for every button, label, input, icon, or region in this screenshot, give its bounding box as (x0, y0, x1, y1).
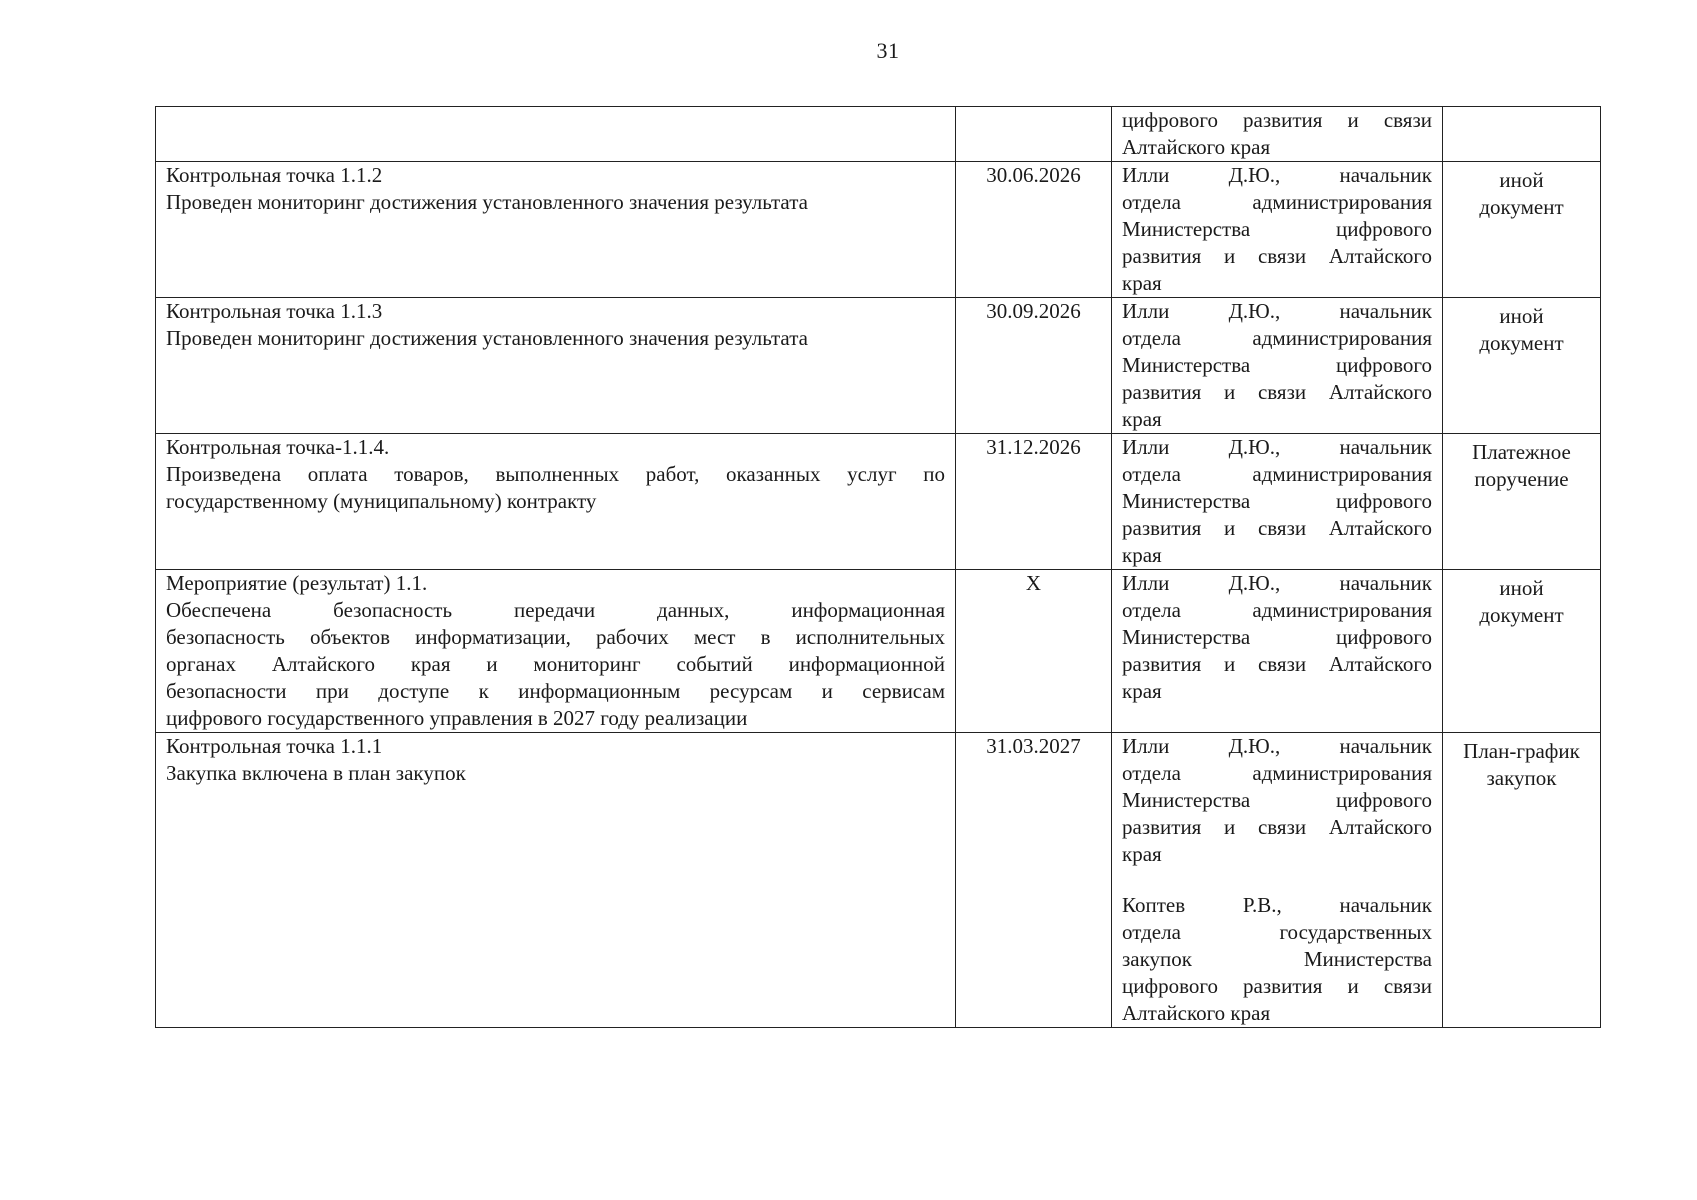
responsible-line: отдела администрирования (1122, 326, 1432, 350)
table-row (156, 570, 1601, 733)
cell-document (1443, 434, 1601, 570)
cell-name (156, 733, 956, 1028)
document-type-line: документ (1479, 603, 1564, 627)
table-row (156, 298, 1601, 434)
responsible-line: Илли Д.Ю., начальник (1122, 435, 1432, 459)
responsible-line: Алтайского края (1122, 135, 1271, 159)
responsible-line: края (1122, 407, 1162, 431)
responsible-line: Илли Д.Ю., начальник (1122, 734, 1432, 758)
table-row (156, 162, 1601, 298)
responsible-line: Министерства цифрового (1122, 788, 1432, 812)
item-title: Контрольная точка-1.1.4. (166, 435, 390, 459)
responsible-line: края (1122, 543, 1162, 567)
cell-date (956, 298, 1112, 434)
item-description-line: безопасности при доступе к информационным ресурсам и сервисам (166, 679, 945, 703)
item-title: Мероприятие (результат) 1.1. (166, 571, 428, 595)
page-number: 31 (876, 38, 900, 63)
document-type-line: документ (1479, 331, 1564, 355)
cell-name (156, 434, 956, 570)
responsible-line: цифрового развития и связи (1122, 974, 1432, 998)
responsible-line: отдела администрирования (1122, 190, 1432, 214)
cell-date (956, 107, 1112, 162)
item-description-line: органах Алтайского края и мониторинг событий информационной (166, 652, 945, 676)
table-row (156, 733, 1601, 1028)
control-points-table (155, 106, 1601, 1028)
document-type-line: закупок (1486, 766, 1557, 790)
cell-document (1443, 162, 1601, 298)
item-description-line: Обеспечена безопасность передачи данных, информационная (166, 598, 945, 622)
responsible-line: Министерства цифрового (1122, 625, 1432, 649)
responsible-line: Министерства цифрового (1122, 217, 1432, 241)
deadline-date: 30.06.2026 (986, 163, 1081, 187)
cell-date (956, 733, 1112, 1028)
item-description-line: Проведен мониторинг достижения установленного значения результата (166, 326, 808, 350)
cell-document (1443, 298, 1601, 434)
cell-responsible (1112, 162, 1443, 298)
cell-responsible (1112, 434, 1443, 570)
cell-responsible (1112, 570, 1443, 733)
responsible-line: отдела администрирования (1122, 462, 1432, 486)
item-description-line: Проведен мониторинг достижения установленного значения результата (166, 190, 808, 214)
responsible-line: Илли Д.Ю., начальник (1122, 163, 1432, 187)
responsible-line: развития и связи Алтайского (1122, 815, 1432, 839)
table-row (156, 107, 1601, 162)
responsible-line: отдела государственных (1122, 920, 1432, 944)
document-type-line: План-график (1463, 739, 1580, 763)
document-type-line: поручение (1474, 467, 1569, 491)
deadline-date: 31.03.2027 (986, 734, 1081, 758)
cell-document (1443, 733, 1601, 1028)
responsible-line: отдела администрирования (1122, 598, 1432, 622)
responsible-line: развития и связи Алтайского (1122, 244, 1432, 268)
cell-name (156, 107, 956, 162)
item-description-line: Произведена оплата товаров, выполненных работ, оказанных услуг по (166, 462, 945, 486)
responsible-line: края (1122, 842, 1162, 866)
item-title: Контрольная точка 1.1.1 (166, 734, 383, 758)
cell-responsible (1112, 107, 1443, 162)
cell-document (1443, 570, 1601, 733)
item-description-line: государственному (муниципальному) контракту (166, 489, 597, 513)
item-title: Контрольная точка 1.1.3 (166, 299, 383, 323)
cell-date (956, 434, 1112, 570)
responsible-line: Министерства цифрового (1122, 353, 1432, 377)
table-row (156, 434, 1601, 570)
responsible-line: отдела администрирования (1122, 761, 1432, 785)
document-type-line: документ (1479, 195, 1564, 219)
document-type-line: иной (1499, 168, 1544, 192)
cell-responsible (1112, 298, 1443, 434)
document-type-line: иной (1499, 304, 1544, 328)
responsible-line: Министерства цифрового (1122, 489, 1432, 513)
responsible-line: Алтайского края (1122, 1001, 1271, 1025)
responsible-line: закупок Министерства (1122, 947, 1432, 971)
cell-date (956, 162, 1112, 298)
item-title: Контрольная точка 1.1.2 (166, 163, 383, 187)
responsible-line: развития и связи Алтайского (1122, 380, 1432, 404)
deadline-date: 30.09.2026 (986, 299, 1081, 323)
document-type-line: иной (1499, 576, 1544, 600)
responsible-line: Коптев Р.В., начальник (1122, 893, 1432, 917)
responsible-line: цифрового развития и связи (1122, 108, 1432, 132)
item-description-line: Закупка включена в план закупок (166, 761, 466, 785)
responsible-line: края (1122, 271, 1162, 295)
cell-date (956, 570, 1112, 733)
responsible-line: развития и связи Алтайского (1122, 652, 1432, 676)
deadline-date: Х (1025, 571, 1042, 595)
cell-name (156, 570, 956, 733)
responsible-line: Илли Д.Ю., начальник (1122, 571, 1432, 595)
spacer (1122, 868, 1432, 892)
responsible-line: Илли Д.Ю., начальник (1122, 299, 1432, 323)
item-description-line: безопасность объектов информатизации, рабочих мест в исполнительных (166, 625, 945, 649)
responsible-line: края (1122, 679, 1162, 703)
table-body (156, 107, 1601, 1028)
cell-name (156, 298, 956, 434)
responsible-line: развития и связи Алтайского (1122, 516, 1432, 540)
cell-responsible (1112, 733, 1443, 1028)
deadline-date: 31.12.2026 (986, 435, 1081, 459)
cell-name (156, 162, 956, 298)
item-description-line: цифрового государственного управления в 2027 году реализации (166, 706, 748, 730)
document-type-line: Платежное (1472, 440, 1571, 464)
cell-document (1443, 107, 1601, 162)
